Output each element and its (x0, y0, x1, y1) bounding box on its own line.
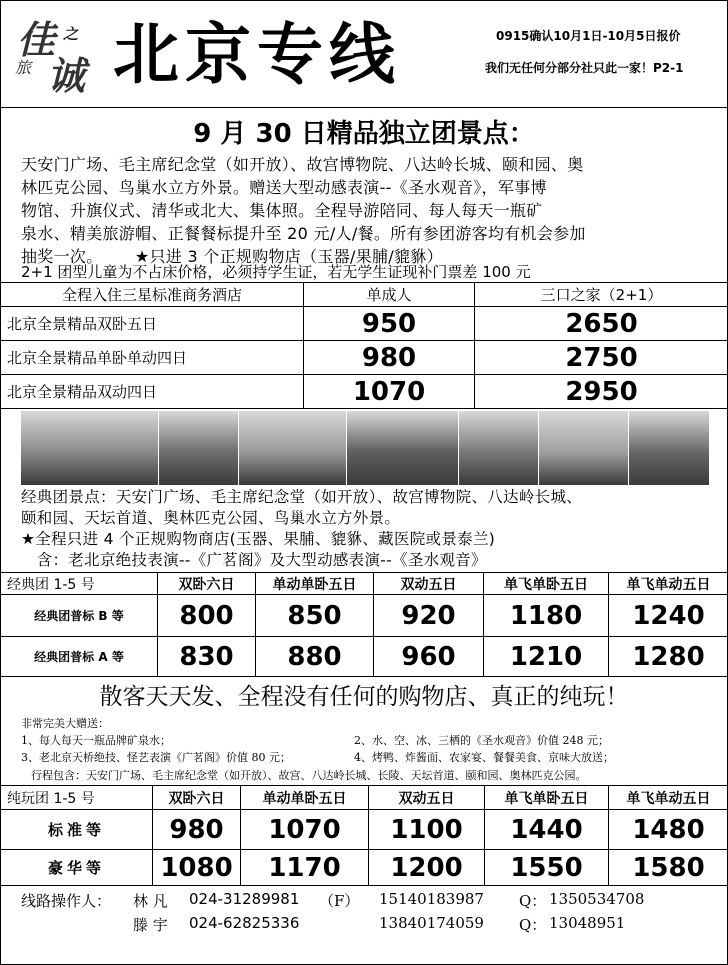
col-header: 双动五日 (374, 573, 484, 595)
operator-mobile[interactable]: 15140183987 (379, 890, 484, 908)
section2-description (21, 487, 711, 571)
itinerary-note: 行程包含：天安门广场、毛主席纪念堂（如开放）、故宫、八达岭长城、长陵、天坛首道、颐和园、奥林匹克公园。 (31, 769, 587, 782)
qq-label: Q： (519, 892, 547, 910)
gift-title: 非常完美大赠送： (21, 717, 109, 730)
gift-item: 2、水、空、冰、三栖的《圣水观音》价值 248 元； (354, 734, 609, 747)
price-cell: 1550 (485, 850, 609, 886)
main-title: 北京专线 (113, 16, 401, 93)
pure-tour-table (0, 785, 728, 886)
price-cell: 1480 (609, 810, 728, 850)
section1-line: 泉水、精美旅游帽、正餐餐标提升至 20 元/人/餐。所有参团游客均有机会参加 (21, 224, 586, 243)
hotel-header: 全程入住三星标准商务酒店 (1, 283, 304, 307)
tiananmen-photo (159, 411, 239, 485)
table-header-row (1, 573, 728, 595)
family-price: 2750 (475, 341, 728, 375)
gift-item: 4、烤鸭、炸酱面、农家宴、餐餐美食、京味大放送； (354, 751, 614, 764)
operator-label: 线路操作人： (21, 892, 112, 910)
price-cell: 960 (374, 637, 484, 677)
col-header: 单飞单卧五日 (485, 786, 609, 810)
route-name: 北京全景精品双卧五日 (1, 307, 304, 341)
price-cell: 1580 (609, 850, 728, 886)
operator-phone: 024-62825336 (189, 914, 300, 932)
tier-name: 豪华等 (1, 850, 153, 886)
quote-date-note: 0915确认10月1日-10月5日报价 (496, 29, 681, 43)
adult-price: 1070 (304, 375, 475, 409)
adult-price: 980 (304, 341, 475, 375)
temple-of-heaven-photo (239, 411, 347, 485)
price-cell: 1210 (484, 637, 609, 677)
operator-qq[interactable]: 13048951 (549, 914, 626, 932)
bonsai-photo (21, 411, 159, 485)
family-price: 2650 (475, 307, 728, 341)
route-name: 北京全景精品双动四日 (1, 375, 304, 409)
family-price: 2950 (475, 375, 728, 409)
header-divider (1, 107, 727, 108)
section1-title: 9 月 30 日精品独立团景点： (193, 119, 535, 149)
operator-name: 滕 宇 (133, 916, 168, 934)
tier-name: 经典团普标 B 等 (1, 595, 158, 637)
price-cell: 1240 (609, 595, 728, 637)
price-cell: 1100 (369, 810, 485, 850)
section2-line: 颐和园、天坛首道、奥林匹克公园、鸟巢水立方外景。 (21, 509, 401, 527)
photo-strip (21, 411, 710, 485)
gift-item: 3、老北京天桥绝技、怪艺表演《广茗阁》价值 80 元； (21, 751, 291, 764)
tier-name: 经典团普标 A 等 (1, 637, 158, 677)
no-branch-note: 我们无任何分部分社只此一家！P2-1 (485, 61, 684, 75)
logo-char-zhi: 之 (63, 25, 79, 43)
adult-header: 单成人 (304, 283, 475, 307)
adult-price: 950 (304, 307, 475, 341)
gift-item: 1、每人每天一瓶品牌矿泉水； (21, 734, 171, 747)
price-cell: 830 (158, 637, 256, 677)
section2-line: 含：老北京绝技表演--《广茗阁》及大型动感表演--《圣水观音》 (21, 551, 487, 569)
table-row (1, 375, 728, 409)
col-header: 双卧六日 (158, 573, 256, 595)
price-cell: 1180 (484, 595, 609, 637)
section1-line: 物馆、升旗仪式、清华或北大、集体照。全程导游陪同、每人每天一瓶矿 (21, 201, 543, 220)
logo-char-jia: 佳 (17, 17, 56, 62)
section1-price-table (0, 282, 728, 409)
price-cell: 1440 (485, 810, 609, 850)
table-row (1, 810, 728, 850)
section2-line: 经典团景点：天安门广场、毛主席纪念堂（如开放）、故宫博物院、八达岭长城、 (21, 488, 583, 506)
section1-line: 林匹克公园、鸟巢水立方外景。赠送大型动感表演--《圣水观音》，军事博 (21, 178, 547, 197)
col-header: 单飞单动五日 (609, 573, 728, 595)
price-cell: 1280 (609, 637, 728, 677)
child-price-note: 2+1 团型儿童为不占床价格，必须持学生证，若无学生证现补门票差 100 元 (21, 263, 531, 281)
price-cell: 880 (256, 637, 374, 677)
operator-phone: 024-31289981 (189, 890, 300, 908)
logo-char-cheng: 诚 (47, 53, 86, 98)
section1-description (21, 153, 711, 268)
price-cell: 1170 (241, 850, 369, 886)
route-name: 北京全景精品单卧单动四日 (1, 341, 304, 375)
daily-departure-headline: 散客天天发、全程没有任何的购物店、真正的纯玩！ (99, 684, 629, 710)
family-header: 三口之家（2+1） (475, 283, 728, 307)
price-cell: 980 (153, 810, 241, 850)
section2-line: ★全程只进 4 个正规购物商店(玉器、果脯、貔貅、藏医院或景泰兰) (21, 530, 496, 548)
section1-line: 抽奖一次。 ★只进 3 个正规购物店（玉器/果脯/貔貅） (21, 247, 443, 266)
price-cell: 1080 (153, 850, 241, 886)
pure-group-header: 纯玩团 1-5 号 (1, 786, 153, 810)
operator-fax-mark: （F） (319, 892, 360, 910)
table-row (1, 595, 728, 637)
operator-qq[interactable]: 1350534708 (549, 890, 645, 908)
price-cell: 850 (256, 595, 374, 637)
table-row (1, 307, 728, 341)
price-cell: 920 (374, 595, 484, 637)
classic-tour-table (0, 572, 728, 677)
col-header: 单动单卧五日 (241, 786, 369, 810)
university-gate-photo (539, 411, 629, 485)
operator-name: 林 凡 (133, 892, 168, 910)
col-header: 单飞单动五日 (609, 786, 728, 810)
price-cell: 800 (158, 595, 256, 637)
section1-line: 天安门广场、毛主席纪念堂（如开放）、故宫博物院、八达岭长城、颐和园、奥 (21, 155, 584, 174)
col-header: 双卧六日 (153, 786, 241, 810)
operator-mobile[interactable]: 13840174059 (379, 914, 484, 932)
qq-label: Q： (519, 916, 547, 934)
col-header: 双动五日 (369, 786, 485, 810)
table-row (1, 637, 728, 677)
table-header-row (1, 786, 728, 810)
price-cell: 1070 (241, 810, 369, 850)
table-row (1, 341, 728, 375)
price-cell: 1200 (369, 850, 485, 886)
table-row (1, 850, 728, 886)
great-wall-photo (459, 411, 539, 485)
table-header-row (1, 283, 728, 307)
birds-nest-photo (347, 411, 459, 485)
col-header: 单飞单卧五日 (484, 573, 609, 595)
classic-group-header: 经典团 1-5 号 (1, 573, 158, 595)
tier-name: 标准等 (1, 810, 153, 850)
col-header: 单动单卧五日 (256, 573, 374, 595)
logo-char-lv: 旅 (15, 58, 32, 77)
summer-palace-photo (629, 411, 710, 485)
